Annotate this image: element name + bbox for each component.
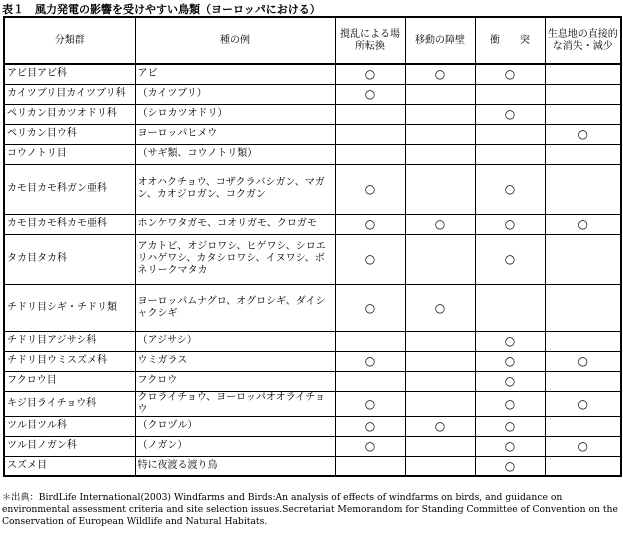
species-cell: （サギ類、コウノトリ類） (135, 144, 335, 164)
mark-collision: ○ (475, 436, 545, 456)
taxon-cell: キジ目ライチョウ科 (4, 391, 135, 416)
mark-barrier (405, 234, 475, 284)
mark-collision (475, 84, 545, 104)
mark-collision: ○ (475, 104, 545, 124)
taxon-cell: チドリ目アジサシ科 (4, 331, 135, 351)
header-barrier: 移動の障壁 (405, 17, 475, 64)
table-row (4, 214, 621, 234)
mark-collision (475, 144, 545, 164)
mark-habitat-loss (545, 164, 621, 214)
taxon-cell: スズメ目 (4, 456, 135, 476)
mark-collision: ○ (475, 416, 545, 436)
species-cell: （クロヅル） (135, 416, 335, 436)
taxon-cell: カモ目カモ科ガン亜科 (4, 164, 135, 214)
species-cell: ヨーロッパムナグロ、オグロシギ、ダイシャクシギ (135, 284, 335, 331)
table-row (4, 331, 621, 351)
species-cell: アビ (135, 64, 335, 84)
taxon-cell: ペリカン目カツオドリ科 (4, 104, 135, 124)
taxon-cell: フクロウ目 (4, 371, 135, 391)
taxon-cell: タカ目タカ科 (4, 234, 135, 284)
mark-habitat-loss: ○ (545, 124, 621, 144)
mark-habitat-loss (545, 371, 621, 391)
mark-barrier: ○ (405, 64, 475, 84)
mark-displacement (335, 104, 405, 124)
header-displacement: 撹乱による場所転換 (335, 17, 405, 64)
table-row (4, 124, 621, 144)
species-cell: （ノガン） (135, 436, 335, 456)
mark-barrier: ○ (405, 214, 475, 234)
mark-collision: ○ (475, 164, 545, 214)
taxon-cell: カモ目カモ科カモ亜科 (4, 214, 135, 234)
mark-barrier: ○ (405, 284, 475, 331)
table-row (4, 234, 621, 284)
mark-habitat-loss: ○ (545, 214, 621, 234)
mark-barrier (405, 456, 475, 476)
header-habitat-loss: 生息地の直接的な消失・減少 (545, 17, 621, 64)
mark-displacement: ○ (335, 416, 405, 436)
mark-displacement: ○ (335, 234, 405, 284)
mark-barrier (405, 144, 475, 164)
taxon-cell: チドリ目シギ・チドリ類 (4, 284, 135, 331)
mark-collision: ○ (475, 234, 545, 284)
species-cell: 特に夜渡る渡り鳥 (135, 456, 335, 476)
mark-habitat-loss (545, 64, 621, 84)
species-cell: ホンケワタガモ、コオリガモ、クロガモ (135, 214, 335, 234)
header-taxon: 分類群 (4, 17, 135, 64)
mark-displacement: ○ (335, 84, 405, 104)
mark-barrier (405, 436, 475, 456)
mark-displacement: ○ (335, 436, 405, 456)
mark-displacement: ○ (335, 391, 405, 416)
table-row (4, 104, 621, 124)
mark-displacement (335, 456, 405, 476)
table-row (4, 436, 621, 456)
mark-displacement: ○ (335, 164, 405, 214)
mark-habitat-loss (545, 416, 621, 436)
taxon-cell: ツル目ツル科 (4, 416, 135, 436)
mark-barrier (405, 351, 475, 371)
mark-displacement (335, 371, 405, 391)
taxon-cell: ペリカン目ウ科 (4, 124, 135, 144)
species-cell: ウミガラス (135, 351, 335, 371)
mark-barrier (405, 391, 475, 416)
species-cell: ヨーロッパヒメウ (135, 124, 335, 144)
table-row (4, 64, 621, 84)
species-cell: （アジサシ） (135, 331, 335, 351)
mark-habitat-loss (545, 234, 621, 284)
mark-habitat-loss: ○ (545, 351, 621, 371)
table-row (4, 144, 621, 164)
taxon-cell: ツル目ノガン科 (4, 436, 135, 456)
mark-barrier (405, 104, 475, 124)
species-cell: フクロウ (135, 371, 335, 391)
table-row (4, 416, 621, 436)
mark-displacement: ○ (335, 64, 405, 84)
mark-habitat-loss: ○ (545, 436, 621, 456)
table-row (4, 351, 621, 371)
mark-habitat-loss (545, 144, 621, 164)
header-species-example: 種の例 (135, 17, 335, 64)
mark-habitat-loss (545, 284, 621, 331)
mark-barrier (405, 84, 475, 104)
mark-displacement (335, 144, 405, 164)
species-cell: （カイツブリ） (135, 84, 335, 104)
mark-collision (475, 124, 545, 144)
species-cell: オオハクチョウ、コザクラバシガン、マガン、カオジロガン、コクガン (135, 164, 335, 214)
mark-displacement: ○ (335, 351, 405, 371)
mark-collision: ○ (475, 331, 545, 351)
taxon-cell: カイツブリ目カイツブリ科 (4, 84, 135, 104)
table-row (4, 84, 621, 104)
mark-collision: ○ (475, 371, 545, 391)
table-row (4, 371, 621, 391)
mark-displacement (335, 124, 405, 144)
mark-collision: ○ (475, 64, 545, 84)
mark-collision (475, 284, 545, 331)
mark-barrier (405, 331, 475, 351)
taxon-cell: アビ目アビ科 (4, 64, 135, 84)
mark-displacement: ○ (335, 284, 405, 331)
mark-collision: ○ (475, 456, 545, 476)
taxon-cell: チドリ目ウミスズメ科 (4, 351, 135, 371)
bird-impact-table (3, 16, 622, 477)
mark-displacement: ○ (335, 214, 405, 234)
mark-collision: ○ (475, 391, 545, 416)
mark-barrier (405, 371, 475, 391)
mark-habitat-loss (545, 84, 621, 104)
header-collision: 衝 突 (475, 17, 545, 64)
mark-habitat-loss (545, 456, 621, 476)
table-row (4, 391, 621, 416)
table-title: 表１ 風力発電の影響を受けやすい鳥類（ヨーロッパにおける） (2, 3, 321, 16)
table-row (4, 164, 621, 214)
mark-barrier (405, 164, 475, 214)
mark-barrier: ○ (405, 416, 475, 436)
species-cell: （シロカツオドリ） (135, 104, 335, 124)
mark-habitat-loss: ○ (545, 391, 621, 416)
table-row (4, 284, 621, 331)
source-footnote: ＊出典：BirdLife International(2003) Windfarms and Birds:An analysis of effects of windfarms on birds, and guidance on environmental assessment criteria and site selection issues.Secretariat Memorandom for Standing Committee of Convention on the Conservation of European Wildlife and Natural Habitats. (2, 492, 618, 527)
mark-barrier (405, 124, 475, 144)
species-cell: アカトビ、オジロワシ、ヒゲワシ、シロエリハゲワシ、カタシロワシ、イヌワシ、ボネリークマタカ (135, 234, 335, 284)
mark-displacement (335, 331, 405, 351)
header-row (4, 17, 621, 64)
mark-habitat-loss (545, 104, 621, 124)
table-row (4, 456, 621, 476)
taxon-cell: コウノトリ目 (4, 144, 135, 164)
mark-habitat-loss (545, 331, 621, 351)
mark-collision: ○ (475, 214, 545, 234)
species-cell: クロライチョウ、ヨーロッパオオライチョウ (135, 391, 335, 416)
mark-collision: ○ (475, 351, 545, 371)
